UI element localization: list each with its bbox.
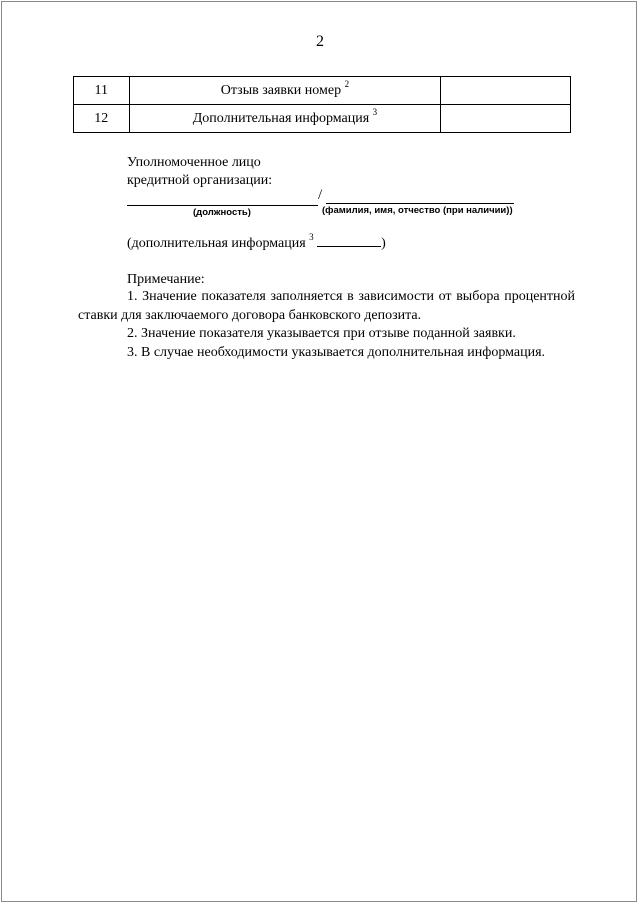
row-value[interactable]: [441, 77, 571, 105]
table-row: [74, 77, 571, 105]
row-number: 11: [74, 77, 130, 105]
note-item: 1. Значение показателя заполняется в зависимости от выбора процентной ставки для заключаемого договора банковского депозита.: [78, 289, 575, 323]
position-caption: (должность): [193, 207, 251, 218]
additional-info-field: [127, 234, 386, 252]
signature-separator: /: [318, 187, 323, 203]
page-border: [1, 1, 637, 902]
additional-info-label: (дополнительная информация: [127, 236, 306, 251]
table-row: [74, 105, 571, 133]
notes-title: Примечание:: [127, 272, 205, 287]
footnote-ref: 3: [309, 232, 314, 242]
note-item: 2. Значение показателя указывается при отзыве поданной заявки.: [127, 326, 516, 341]
additional-info-close: ): [381, 236, 386, 251]
footnote-ref: 3: [372, 106, 378, 117]
name-caption: (фамилия, имя, отчество (при наличии)): [322, 205, 513, 216]
page-number: 2: [316, 33, 324, 50]
row-number: 12: [74, 105, 130, 133]
signatory-label-line1: Уполномоченное лицо: [127, 155, 261, 170]
row-name: [129, 105, 441, 133]
row-name-text: Дополнительная информация: [192, 110, 370, 126]
footnote-ref: 2: [344, 78, 350, 89]
row-name-text: Отзыв заявки номер: [220, 82, 342, 98]
note-item: 3. В случае необходимости указывается дополнительная информация.: [127, 344, 546, 360]
name-line: [326, 203, 514, 204]
notes-list: [78, 288, 575, 362]
row-value[interactable]: [441, 105, 571, 133]
signatory-label-line2: кредитной организации:: [127, 173, 273, 188]
additional-info-blank[interactable]: [317, 234, 381, 247]
row-name: [129, 77, 441, 105]
position-line: [127, 205, 318, 206]
fields-table: [73, 76, 571, 133]
